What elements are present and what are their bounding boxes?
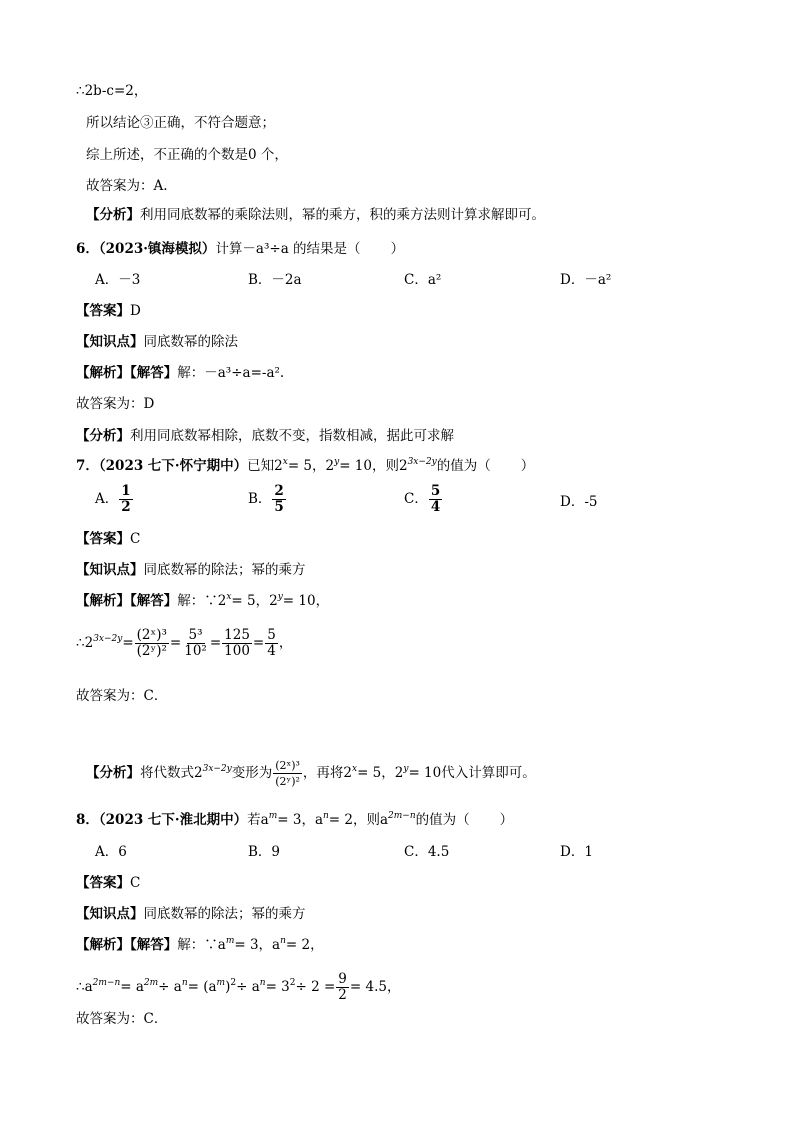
q8-calculation: $\therefore a^{2m-n}= a^{2m}\div a^n= (a^m)^2\div a^n= 3^2\div 2$ = $\frac{9}{2}$ = 4.5， [76, 971, 401, 1003]
q7-calculation: $\therefore 2^{3x-2y}=$ $\frac{\text{(2ˣ)³}}{\text{(2ʸ)²}}$ = $\frac{\text{5³}}{\text{10²}}$ = $\frac{125}{100}$ = $\frac{5}{4}$ ， [76, 627, 293, 659]
q7-option-c: C． $\frac{5}{4}$ [404, 483, 441, 515]
q7-option-b: B． $\frac{2}{5}$ [248, 483, 284, 515]
q8-stem: 8．（2023 七下·淮北期中）若$a^m= 3$，$a^n= 2$，则$a^{2m-n}$的值为（ ） [76, 811, 514, 828]
q7-option-a: A． $\frac{1}{2}$ [95, 483, 131, 515]
q8-option-a: A．6 [95, 844, 127, 860]
q6-option-c: C．a² [404, 272, 442, 288]
q7-option-d: D．-5 [560, 494, 598, 510]
q7-conclusion: 故答案为：C． [76, 688, 168, 704]
prev-analysis: 【分析】利用同底数幂的乘除法则，幂的乘方，积的乘方法则计算求解即可。 [86, 207, 545, 223]
q6-analysis: 【分析】利用同底数幂相除，底数不变，指数相减，据此可求解 [76, 428, 454, 444]
q8-option-c: C．4.5 [404, 844, 450, 860]
prev-line-4: 故答案为：A. [86, 178, 168, 194]
q8-option-d: D．1 [560, 844, 593, 860]
q6-option-b: B．－2a [248, 272, 302, 288]
prev-line-2: 所以结论③正确，不符合题意； [86, 115, 275, 131]
q7-solution: 【解析】【解答】解：$\because 2^x= 5$，$2^y= 10$， [76, 592, 330, 609]
prev-line-3: 综上所述，不正确的个数是0 个， [86, 147, 288, 163]
q6-knowledge-point: 【知识点】同底数幂的除法 [76, 334, 238, 350]
q7-stem: 7．（2023 七下·怀宁期中）已知$2^x= 5$，$2^y= 10$，则$2^{3x-2y}$的值为（ ） [76, 457, 535, 474]
q6-answer: 【答案】D [76, 303, 141, 319]
q7-answer: 【答案】C [76, 531, 141, 547]
q7-analysis: 【分析】将代数式$2^{3x-2y}$变形为 $\frac{\text{(2ˣ)³}}{\text{(2ʸ)²}}$ ，再将$2^x= 5$，$2^y= 10$代入计算即可。 [86, 759, 536, 788]
prev-line-1: ∴2b-c=2， [76, 83, 148, 99]
q8-conclusion: 故答案为：C． [76, 1011, 168, 1027]
q8-knowledge-point: 【知识点】同底数幂的除法；幂的乘方 [76, 906, 306, 922]
q6-stem: 6．（2023·镇海模拟）计算－a³÷a 的结果是（ ） [76, 241, 405, 257]
q6-option-d: D．－a² [560, 272, 612, 288]
q8-solution: 【解析】【解答】解：$\because a^m= 3$，$a^n= 2$， [76, 936, 324, 953]
q7-knowledge-point: 【知识点】同底数幂的除法；幂的乘方 [76, 562, 306, 578]
q8-option-b: B．9 [248, 844, 281, 860]
q6-solution: 【解析】【解答】解：－a³÷a=-a². [76, 365, 285, 381]
q6-conclusion: 故答案为：D [76, 396, 155, 412]
q6-option-a: A．－3 [95, 272, 141, 288]
q8-answer: 【答案】C [76, 875, 141, 891]
